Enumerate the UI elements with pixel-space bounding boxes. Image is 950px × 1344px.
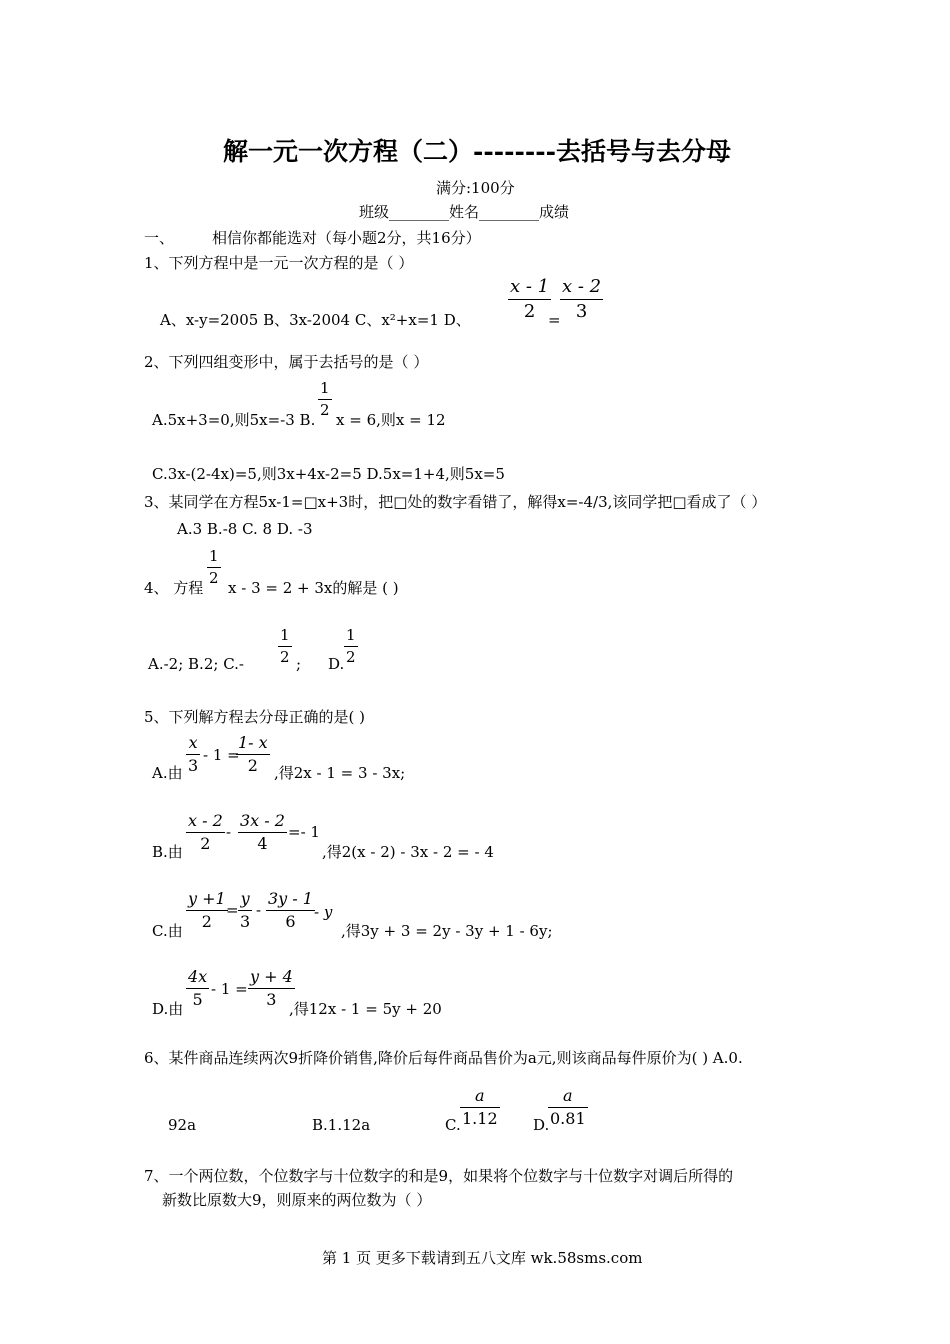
q5-a-fraction-2: $\frac{1- x}{2}$ — [238, 733, 268, 775]
question-1-stem: 1、下列方程中是一元一次方程的是（ ） — [144, 254, 414, 272]
q5-c-fraction-3: $\frac{3y - 1}{6}$ — [268, 889, 313, 931]
q5-d-fraction-1: $\frac{4x}{5}$ — [188, 967, 208, 1009]
section-heading: 相信你都能选对（每小题2分，共16分） — [212, 229, 481, 247]
q1-fraction-1: $\frac{x - 1}{2}$ — [510, 276, 550, 322]
question-6-stem: 6、某件商品连续两次9折降价销售,降价后每件商品售价为a元,则该商品每件原价为( ) A.0. — [144, 1049, 743, 1067]
question-2-options-ab: A.5x+3=0,则5x=-3 B. — [152, 411, 316, 429]
q5-d-fraction-2: $\frac{y + 4}{3}$ — [250, 967, 293, 1009]
page-footer: 第 1 页 更多下载请到五八文库 wk.58sms.com — [322, 1249, 643, 1267]
q5-a-fraction-1: $\frac{x}{3}$ — [188, 733, 199, 775]
q6-d-fraction: $\frac{a}{0.81}$ — [550, 1086, 586, 1128]
question-2-b-rest: x = 6,则x = 12 — [336, 411, 446, 429]
q4-c-fraction: $\frac{1}{2}$ — [280, 626, 290, 666]
question-5-stem: 5、下列解方程去分母正确的是( ) — [144, 708, 366, 726]
question-7-line-1: 7、一个两位数，个位数字与十位数字的和是9，如果将个位数字与十位数字对调后所得的 — [144, 1167, 734, 1185]
q4-fraction: $\frac{1}{2}$ — [209, 547, 219, 587]
q6-c-label: C. — [445, 1116, 461, 1134]
question-3-options: A.3 B.-8 C. 8 D. -3 — [177, 520, 313, 538]
q6-a-continuation: 92a — [168, 1116, 197, 1134]
q4-d-fraction: $\frac{1}{2}$ — [346, 626, 356, 666]
full-score: 满分:100分 — [436, 179, 515, 197]
question-4-options: A.-2; B.2; C.- — [148, 655, 244, 673]
q5-c-fraction-2: $\frac{y}{3}$ — [240, 889, 251, 931]
question-4-suffix: x - 3 = 2 + 3x的解是 ( ) — [228, 579, 399, 597]
q5-a-label: A.由 — [152, 764, 183, 782]
question-1-options: A、x-y=2005 B、3x-2004 C、x²+x=1 D、 — [160, 311, 471, 329]
question-4-prefix: 4、 方程 — [144, 579, 204, 597]
question-2-stem: 2、下列四组变形中，属于去括号的是（ ） — [144, 353, 429, 371]
q1-fraction-2: $\frac{x - 2}{3}$ — [562, 276, 602, 322]
q5-d-result: ,得12x - 1 = 5y + 20 — [289, 1000, 442, 1018]
q5-a-mid: - 1 = — [203, 746, 240, 764]
q5-b-result: ,得2(x - 2) - 3x - 2 = - 4 — [322, 843, 494, 861]
q6-option-b: B.1.12a — [312, 1116, 371, 1134]
section-number: 一、 — [144, 229, 175, 247]
q2-b-fraction: $\frac{1}{2}$ — [320, 379, 330, 419]
question-3-stem: 3、某同学在方程5x-1=□x+3时，把□处的数字看错了，解得x=-4/3,该同学把□看成了（ ） — [144, 493, 767, 511]
q4-c-semicolon: ; — [296, 655, 302, 673]
page-title: 解一元一次方程（二）--------去括号与去分母 — [223, 137, 732, 166]
q5-a-result: ,得2x - 1 = 3 - 3x; — [274, 764, 406, 782]
q5-c-label: C.由 — [152, 922, 183, 940]
q5-b-fraction-1: $\frac{x - 2}{2}$ — [188, 811, 223, 853]
q5-b-minus: - — [226, 823, 232, 841]
q5-b-fraction-2: $\frac{3x - 2}{4}$ — [240, 811, 285, 853]
q5-c-fraction-1: $\frac{y +1}{2}$ — [188, 889, 226, 931]
q6-d-label: D. — [533, 1116, 550, 1134]
q5-c-equals: = — [226, 901, 239, 919]
question-7-line-2: 新数比原数大9，则原来的两位数为（ ） — [162, 1191, 432, 1209]
q5-b-label: B.由 — [152, 843, 183, 861]
q5-c-result: ,得3y + 3 = 2y - 3y + 1 - 6y; — [341, 922, 553, 940]
q5-c-end: - y — [314, 903, 333, 921]
q1-equals: = — [548, 311, 561, 329]
question-2-options-cd: C.3x-(2-4x)=5,则3x+4x-2=5 D.5x=1+4,则5x=5 — [152, 465, 505, 483]
q5-b-end: =- 1 — [288, 823, 320, 841]
q5-d-label: D.由 — [152, 1000, 184, 1018]
q5-d-mid: - 1 = — [211, 980, 248, 998]
student-info-line: 班级________姓名________成绩 — [359, 203, 570, 221]
q6-c-fraction: $\frac{a}{1.12}$ — [462, 1086, 498, 1128]
q5-c-minus: - — [256, 901, 262, 919]
q4-d-label: D. — [328, 655, 345, 673]
